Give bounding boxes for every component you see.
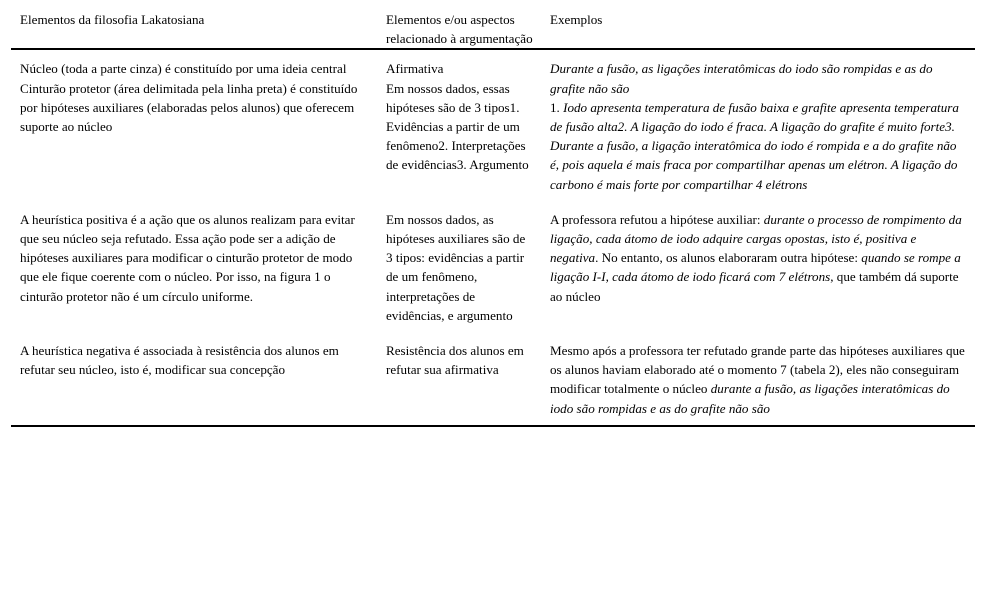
column-header-argumentation-aspects bbox=[379, 10, 545, 49]
paragraph bbox=[550, 210, 965, 306]
row-2-argumentation-cell bbox=[379, 194, 545, 325]
paragraph: Em nossos dados, essas hipóteses são de 3 tipos1. Evidências a partir de um fenômeno2. Interpretações de evidências3. Argumento bbox=[386, 80, 529, 173]
column-header-text: Elementos da filosofia Lakatosiana bbox=[20, 12, 205, 27]
column-header-text: Exemplos bbox=[550, 12, 603, 27]
paragraph: A heurística negativa é associada à resistência dos alunos em refutar seu núcleo, isto é, modificar sua concepção bbox=[20, 343, 339, 378]
italic-segment: durante o processo de rompimento da ligação, cada átomo de iodo adquire cargas opostas, isto é, positiva e negativa bbox=[550, 211, 962, 266]
italic-segment: quando se rompe a ligação I-I, cada átomo de iodo ficará com 7 elétrons bbox=[550, 250, 961, 285]
row-1-examples-cell bbox=[545, 49, 975, 193]
row-1-argumentation-cell bbox=[379, 49, 545, 193]
column-header-text: Elementos e/ou aspectos relacionado à argumentação bbox=[386, 12, 533, 47]
row-3-argumentation-cell bbox=[379, 325, 545, 426]
roman-segment: Mesmo após a professora ter refutado grande parte das hipóteses auxiliares que os alunos haviam elaborado até o momento 7 (tabela 2), eles não conseguiram modificar totalmente o núcleo bbox=[550, 343, 965, 397]
row-3-examples-cell bbox=[545, 325, 975, 426]
row-1-lakatos-elements-cell bbox=[11, 49, 379, 193]
table-body bbox=[11, 49, 975, 425]
roman-segment: A professora refutou a hipótese auxiliar: bbox=[550, 211, 764, 227]
row-2-examples-cell bbox=[545, 194, 975, 325]
table-header bbox=[11, 10, 975, 49]
row-2-lakatos-elements-cell bbox=[11, 194, 379, 325]
lakatos-philosophy-table bbox=[11, 10, 975, 427]
roman-segment: 1. bbox=[550, 99, 564, 115]
paragraph: Afirmativa bbox=[386, 61, 444, 77]
paragraph bbox=[550, 341, 965, 418]
italic-segment: Durante a fusão, as ligações interatômicas do iodo são rompidas e as do grafite não são bbox=[550, 61, 933, 96]
paragraph: Resistência dos alunos em refutar sua afirmativa bbox=[386, 343, 524, 378]
column-header-examples bbox=[545, 10, 975, 49]
table-container bbox=[11, 10, 975, 427]
paragraph bbox=[550, 59, 965, 97]
roman-segment: . No entanto, os alunos elaboraram outra hipótese: bbox=[595, 250, 862, 266]
table-header-row bbox=[11, 10, 975, 49]
row-3-lakatos-elements-cell bbox=[11, 325, 379, 426]
paragraph: Em nossos dados, as hipóteses auxiliares são de 3 tipos: evidências a partir de um fenômeno, interpretações de evidências, e argumento bbox=[386, 211, 526, 323]
table-row bbox=[11, 49, 975, 193]
column-header-lakatos-elements bbox=[11, 10, 379, 49]
italic-segment: Iodo apresenta temperatura de fusão baixa e grafite apresenta temperatura de fusão alta2. A ligação do iodo é fraca. A ligação do grafite é muito forte3. Durante a fusão, a ligação interatômica do iodo é rompida e a do grafite não é, pois aquela é mais fraca por compartilhar apenas um elétron. A ligação do carbono é mais forte por compartilhar 4 elétrons bbox=[550, 99, 959, 192]
paragraph: Núcleo (toda a parte cinza) é constituído por uma ideia central bbox=[20, 61, 347, 77]
paragraph: Cinturão protetor (área delimitada pela linha preta) é constituído por hipóteses auxiliares (elaboradas pelos alunos) que oferecem suporte ao núcleo bbox=[20, 80, 358, 135]
table-row bbox=[11, 194, 975, 325]
table-row bbox=[11, 325, 975, 426]
paragraph: A heurística positiva é a ação que os alunos realizam para evitar que seu núcleo seja refutado. Essa ação pode ser a adição de hipóteses auxiliares para modificar o cinturão protetor de modo que ele fique coerente com o núcleo. Por isso, na figura 1 o cinturão protetor não é um círculo uniforme. bbox=[20, 211, 355, 304]
paragraph bbox=[550, 98, 965, 194]
italic-segment: durante a fusão, as ligações interatômicas do iodo são rompidas e as do grafite não são bbox=[550, 381, 950, 416]
roman-segment: , que também dá suporte ao núcleo bbox=[550, 269, 959, 304]
